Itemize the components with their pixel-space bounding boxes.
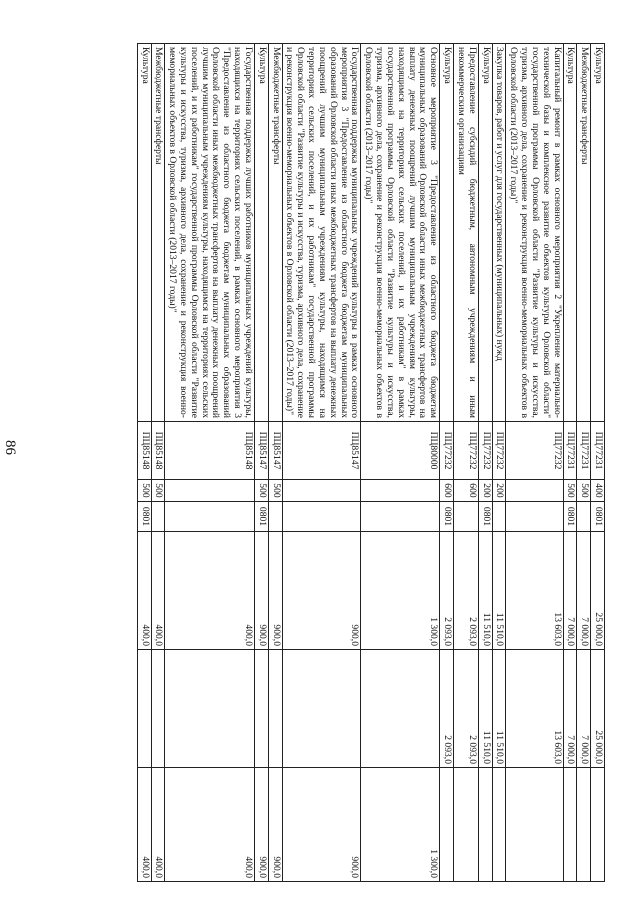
row-section-code xyxy=(151,502,165,532)
rotated-table-container xyxy=(137,43,605,882)
row-section-code: 0801 xyxy=(591,502,605,532)
row-amount-col3 xyxy=(563,768,577,882)
row-amount-total: 13 603,0 xyxy=(506,532,563,650)
row-target-code: ПЦ80000 xyxy=(361,422,440,480)
row-name: Культура xyxy=(563,44,577,422)
row-name: Межбюджетные трансферты xyxy=(268,44,282,422)
row-expense-group: 500 xyxy=(563,480,577,502)
row-section-code: 0801 xyxy=(563,502,577,532)
table-row xyxy=(254,44,268,882)
row-amount-col3 xyxy=(478,768,492,882)
row-expense-group: 600 xyxy=(440,480,454,502)
row-amount-col2 xyxy=(254,650,268,768)
row-section-code xyxy=(268,502,282,532)
table-row xyxy=(268,44,282,882)
table-row xyxy=(478,44,492,882)
row-amount-col3 xyxy=(506,768,563,882)
row-target-code: ПЦ85148 xyxy=(137,422,151,480)
row-section-code xyxy=(361,502,440,532)
row-target-code: ПЦ77232 xyxy=(478,422,492,480)
row-name: Межбюджетные трансферты xyxy=(577,44,591,422)
row-expense-group: 500 xyxy=(254,480,268,502)
row-amount-col2 xyxy=(282,650,361,768)
row-target-code: ПЦ85148 xyxy=(165,422,255,480)
table-row xyxy=(563,44,577,882)
row-amount-col3: 900,0 xyxy=(282,768,361,882)
table-row xyxy=(282,44,361,882)
row-section-code xyxy=(577,502,591,532)
row-amount-col3 xyxy=(492,768,506,882)
budget-table-body xyxy=(137,44,604,882)
row-target-code: ПЦ85147 xyxy=(268,422,282,480)
row-name: Государственная поддержка муниципальных учреждений культуры в рамках основного мероприятия 3 "Предоставление из областного бюджета бюджетам муниципальных образований Орловской области иных межбюджетных трансфертов на выплату денежных поощрений лучшим муниципальным учреждениям культуры, находящимся на территориях сельских поселений, и их работникам" государственной программы Орловской области "Развитие культуры и искусства, туризма, архивного дела, сохранение и реконструкция военно-мемориальных объектов в Орловской области (2013–2017 годы)" xyxy=(282,44,361,422)
row-name: Культура xyxy=(478,44,492,422)
row-amount-total: 2 093,0 xyxy=(454,532,479,650)
row-amount-col3: 900,0 xyxy=(268,768,282,882)
row-amount-total: 1 300,0 xyxy=(361,532,440,650)
row-name: Культура xyxy=(137,44,151,422)
table-row xyxy=(506,44,563,882)
row-target-code: ПЦ77231 xyxy=(591,422,605,480)
row-amount-col2: 7 000,0 xyxy=(577,650,591,768)
row-name: Государственная поддержка лучших работников муниципальных учреждений культуры, находящихся на территориях сельских поселений, в рамках основного мероприятия 3 "Предоставление из областного бюджета бюджетам муниципальных образований Орловской области иных межбюджетных трансфертов на выплату денежных поощрений лучшим муниципальным учреждениям культуры, находящимся на территориях сельских поселений, и их работникам" государственной программы Орловской области "Развитие культуры и искусства, туризма, архивного дела, сохранение и реконструкция военно-мемориальных объектов в Орловской области (2013–2017 годы)" xyxy=(165,44,255,422)
row-expense-group xyxy=(506,480,563,502)
row-name: Культура xyxy=(591,44,605,422)
row-amount-total: 900,0 xyxy=(268,532,282,650)
page-number: 86 xyxy=(2,440,18,455)
row-amount-total: 11 510,0 xyxy=(492,532,506,650)
row-amount-total: 7 000,0 xyxy=(563,532,577,650)
row-expense-group: 500 xyxy=(137,480,151,502)
row-target-code: ПЦ77231 xyxy=(577,422,591,480)
row-amount-col2: 2 093,0 xyxy=(440,650,454,768)
table-row xyxy=(151,44,165,882)
row-amount-col3: 400,0 xyxy=(151,768,165,882)
row-expense-group: 200 xyxy=(478,480,492,502)
row-target-code: ПЦ85147 xyxy=(282,422,361,480)
row-amount-total: 900,0 xyxy=(254,532,268,650)
table-row xyxy=(361,44,440,882)
row-expense-group xyxy=(282,480,361,502)
row-name: Закупка товаров, работ и услуг для государственных (муниципальных) нужд xyxy=(492,44,506,422)
row-expense-group: 600 xyxy=(454,480,479,502)
row-amount-col2: 2 093,0 xyxy=(454,650,479,768)
row-amount-col3: 1 300,0 xyxy=(361,768,440,882)
row-section-code xyxy=(506,502,563,532)
row-target-code: ПЦ77232 xyxy=(492,422,506,480)
table-row xyxy=(492,44,506,882)
row-amount-total: 7 000,0 xyxy=(577,532,591,650)
row-name: Культура xyxy=(254,44,268,422)
row-amount-total: 25 000,0 xyxy=(591,532,605,650)
row-amount-col2 xyxy=(151,650,165,768)
row-amount-col3 xyxy=(577,768,591,882)
row-amount-total: 900,0 xyxy=(282,532,361,650)
row-amount-col3 xyxy=(440,768,454,882)
table-row xyxy=(577,44,591,882)
row-amount-col3: 900,0 xyxy=(254,768,268,882)
row-amount-total: 2 093,0 xyxy=(440,532,454,650)
row-section-code xyxy=(492,502,506,532)
row-section-code: 0801 xyxy=(478,502,492,532)
row-target-code: ПЦ77232 xyxy=(454,422,479,480)
row-name: Межбюджетные трансферты xyxy=(151,44,165,422)
row-target-code: ПЦ77231 xyxy=(563,422,577,480)
row-amount-total: 11 510,0 xyxy=(478,532,492,650)
row-target-code: ПЦ85148 xyxy=(151,422,165,480)
row-amount-total: 400,0 xyxy=(137,532,151,650)
row-expense-group: 400 xyxy=(591,480,605,502)
row-target-code: ПЦ85147 xyxy=(254,422,268,480)
row-expense-group xyxy=(165,480,255,502)
row-section-code xyxy=(165,502,255,532)
row-amount-col3: 400,0 xyxy=(137,768,151,882)
row-target-code: ПЦ77232 xyxy=(440,422,454,480)
row-amount-col3 xyxy=(591,768,605,882)
row-target-code: ПЦ77232 xyxy=(506,422,563,480)
row-section-code xyxy=(282,502,361,532)
row-amount-col2 xyxy=(165,650,255,768)
row-amount-total: 400,0 xyxy=(151,532,165,650)
row-amount-col3 xyxy=(454,768,479,882)
table-row xyxy=(440,44,454,882)
row-section-code: 0801 xyxy=(137,502,151,532)
row-amount-col2: 11 510,0 xyxy=(492,650,506,768)
table-row xyxy=(454,44,479,882)
table-row xyxy=(591,44,605,882)
row-amount-col2: 11 510,0 xyxy=(478,650,492,768)
row-amount-total: 400,0 xyxy=(165,532,255,650)
row-name: Основное мероприятие 3 "Предоставление из областного бюджета бюджетам муниципальных образований Орловской области иных межбюджетных трансфертов на выплату денежных поощрений лучшим муниципальным учреждениям культуры, находящимся на территориях сельских поселений, и их работникам" в рамках государственной программы Орловской области "Развитие культуры и искусства, туризма, архивного дела, сохранение и реконструкция военно-мемориальных объектов в Орловской области (2013–2017 годы)" xyxy=(361,44,440,422)
table-row xyxy=(137,44,151,882)
row-name: Предоставление субсидий бюджетным, автономным учреждениям и иным некоммерческим организациям xyxy=(454,44,479,422)
row-amount-col3: 400,0 xyxy=(165,768,255,882)
row-amount-col2 xyxy=(137,650,151,768)
row-section-code: 0801 xyxy=(440,502,454,532)
table-row xyxy=(165,44,255,882)
row-amount-col2: 7 000,0 xyxy=(563,650,577,768)
row-amount-col2: 13 603,0 xyxy=(506,650,563,768)
row-expense-group: 500 xyxy=(577,480,591,502)
row-expense-group: 500 xyxy=(151,480,165,502)
row-section-code xyxy=(454,502,479,532)
row-amount-col2 xyxy=(268,650,282,768)
budget-table xyxy=(137,43,605,882)
row-expense-group: 500 xyxy=(268,480,282,502)
row-section-code: 0801 xyxy=(254,502,268,532)
row-amount-col2 xyxy=(361,650,440,768)
row-expense-group xyxy=(361,480,440,502)
row-name: Капитальный ремонт в рамках основного мероприятия 2 "Укрепление материально-технической базы и комплексное развитие объектов культуры Орловской области" государственной программы Орловской области "Развитие культуры и искусства, туризма, архивного дела, сохранение и реконструкция военно-мемориальных объектов в Орловской области (2013–2017 годы)" xyxy=(506,44,563,422)
row-name: Культура xyxy=(440,44,454,422)
row-amount-col2: 25 000,0 xyxy=(591,650,605,768)
row-expense-group: 200 xyxy=(492,480,506,502)
